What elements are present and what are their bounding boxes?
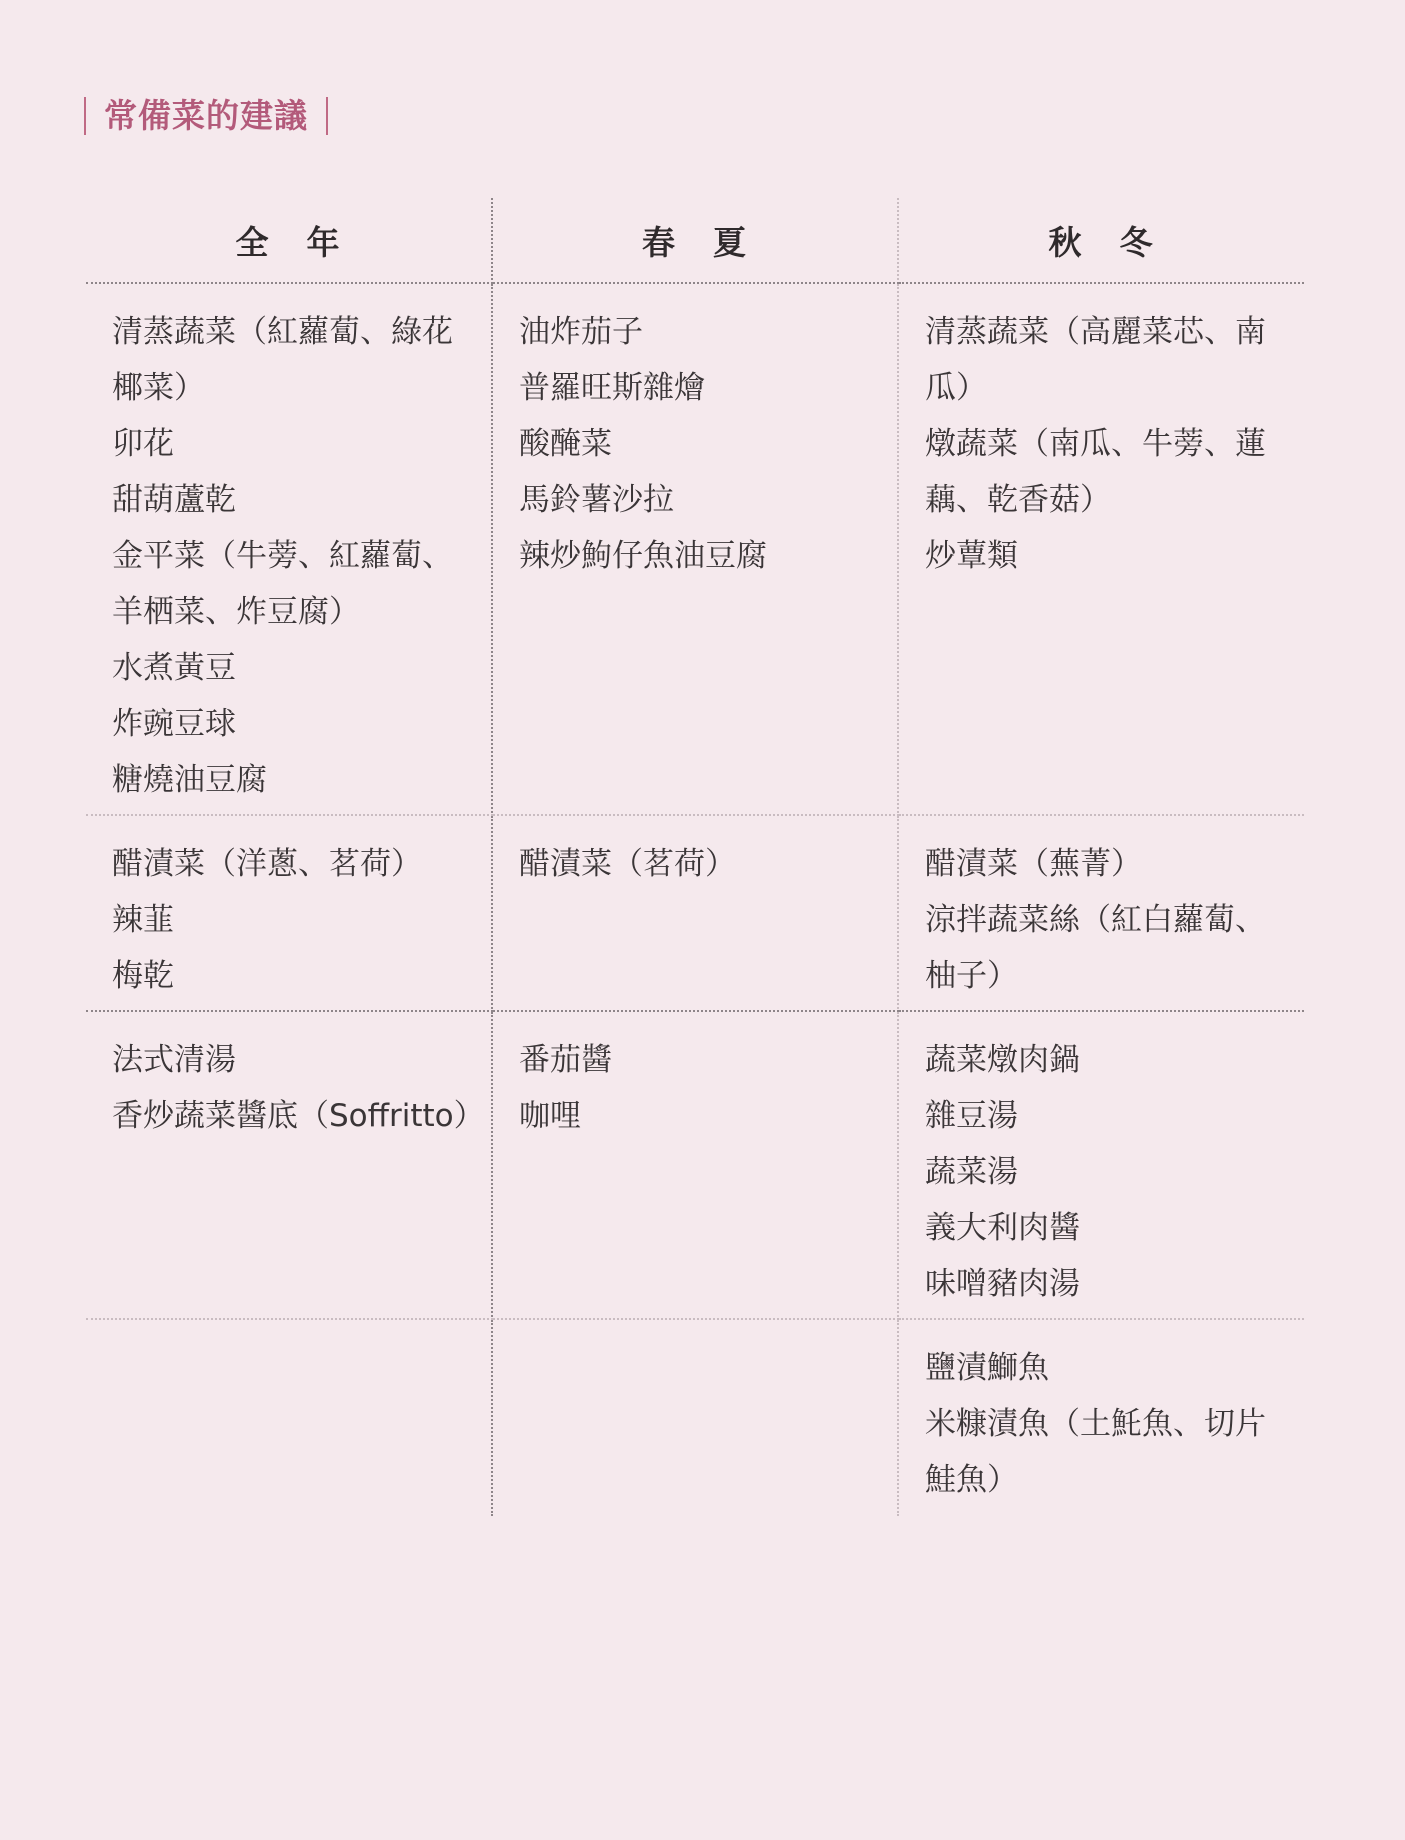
cell-all-year <box>86 1011 492 1319</box>
dish-line: 醋漬菜（洋蔥、茗荷） <box>112 846 422 882</box>
dish-line: 咖哩 <box>519 1098 581 1134</box>
cell-all-year <box>86 815 492 1011</box>
dish-line: 清蒸蔬菜（紅蘿蔔、綠花 <box>112 314 453 350</box>
header-autumn-winter: 秋 冬 <box>898 198 1304 283</box>
table-row <box>86 1319 1304 1516</box>
dish-line: 普羅旺斯雜燴 <box>519 370 705 406</box>
dish-line: 金平菜（牛蒡、紅蘿蔔、 <box>112 538 453 574</box>
dish-line: 油炸茄子 <box>519 314 643 350</box>
dish-line: 鮭魚） <box>925 1462 1018 1498</box>
dish-line: 藕、乾香菇） <box>925 482 1111 518</box>
cell-spring-summer <box>492 283 898 815</box>
dish-line: 辣炒鮈仔魚油豆腐 <box>519 538 767 574</box>
dish-line: 燉蔬菜（南瓜、牛蒡、蓮 <box>925 426 1266 462</box>
dish-line: 甜葫蘆乾 <box>112 482 236 518</box>
dish-line: 柚子） <box>925 958 1018 994</box>
title-bar-right <box>326 97 328 135</box>
dish-line: 椰菜） <box>112 370 205 406</box>
page-title: 常備菜的建議 <box>104 96 308 135</box>
dish-line: 清蒸蔬菜（高麗菜芯、南 <box>925 314 1266 350</box>
dish-table <box>86 198 1304 1516</box>
dish-line: 涼拌蔬菜絲（紅白蘿蔔、 <box>925 902 1266 938</box>
dish-line: 卯花 <box>112 426 174 462</box>
dish-line: 味噌豬肉湯 <box>925 1266 1080 1302</box>
dish-line: 辣韮 <box>112 902 174 938</box>
cell-autumn-winter <box>898 1319 1304 1516</box>
dish-line: 醋漬菜（蕪菁） <box>925 846 1142 882</box>
dish-line: 炸豌豆球 <box>112 706 236 742</box>
dish-line: 羊栖菜、炸豆腐） <box>112 594 360 630</box>
dish-line: 米糠漬魚（土魠魚、切片 <box>925 1406 1266 1442</box>
table-row <box>86 815 1304 1011</box>
cell-autumn-winter <box>898 815 1304 1011</box>
dish-line: 香炒蔬菜醬底（Soffritto） <box>112 1098 485 1134</box>
dish-line: 醋漬菜（茗荷） <box>519 846 736 882</box>
dish-line: 蔬菜燉肉鍋 <box>925 1042 1080 1078</box>
header-all-year: 全 年 <box>86 198 492 283</box>
dish-line: 瓜） <box>925 370 987 406</box>
cell-all-year <box>86 1319 492 1516</box>
cell-spring-summer <box>492 1011 898 1319</box>
dish-line: 雜豆湯 <box>925 1098 1018 1134</box>
cell-spring-summer <box>492 815 898 1011</box>
table-row <box>86 283 1304 815</box>
header-spring-summer: 春 夏 <box>492 198 898 283</box>
dish-line: 炒蕈類 <box>925 538 1018 574</box>
section-title <box>84 96 328 136</box>
cell-autumn-winter <box>898 283 1304 815</box>
dish-line: 法式清湯 <box>112 1042 236 1078</box>
dish-line: 水煮黃豆 <box>112 650 236 686</box>
table-row <box>86 1011 1304 1319</box>
cell-spring-summer <box>492 1319 898 1516</box>
header-row <box>86 198 1304 283</box>
dish-line: 番茄醬 <box>519 1042 612 1078</box>
cell-all-year <box>86 283 492 815</box>
dish-line: 蔬菜湯 <box>925 1154 1018 1190</box>
dish-line: 義大利肉醬 <box>925 1210 1080 1246</box>
cell-autumn-winter <box>898 1011 1304 1319</box>
dish-line: 梅乾 <box>112 958 174 994</box>
dish-line: 糖燒油豆腐 <box>112 762 267 798</box>
dish-line: 鹽漬鰤魚 <box>925 1350 1049 1386</box>
dish-line: 酸醃菜 <box>519 426 612 462</box>
dish-line: 馬鈴薯沙拉 <box>519 482 674 518</box>
